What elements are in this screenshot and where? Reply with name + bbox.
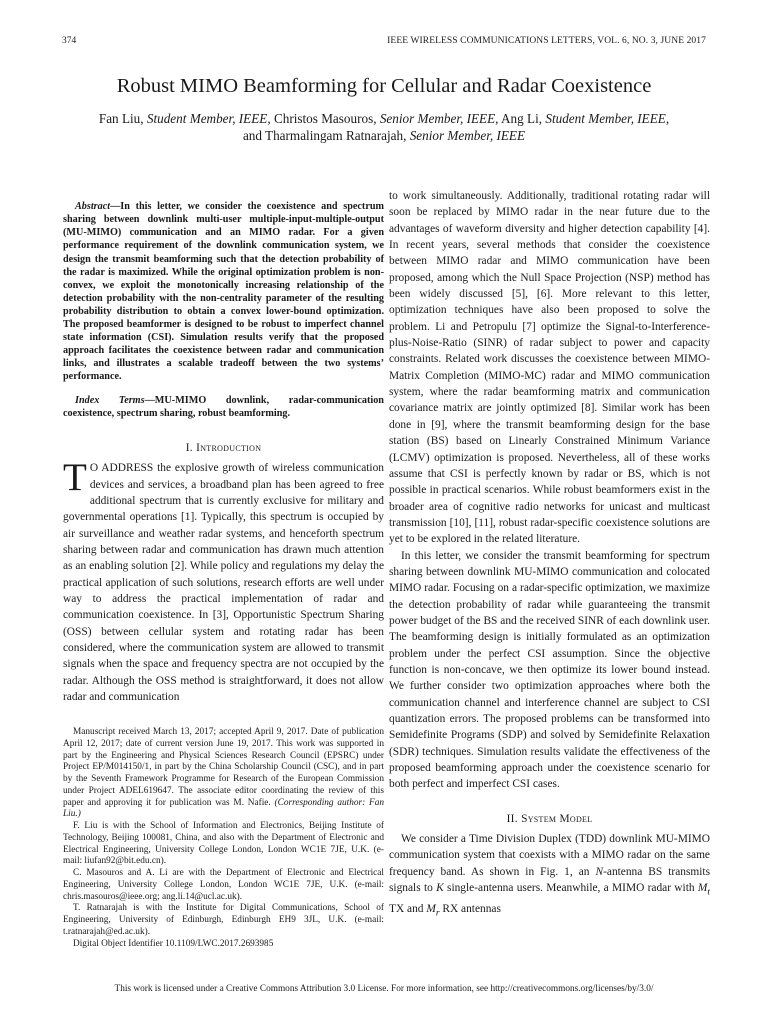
author-name: , Christos Masouros, — [267, 111, 380, 126]
paper-title: Robust MIMO Beamforming for Cellular and Radar Coexistence — [116, 75, 652, 97]
index-terms-text: —MU-MIMO downlink, radar-communication coexistence, spectrum sharing, robust beamforming. — [63, 394, 384, 419]
index-terms-lead: Index Terms — [75, 394, 145, 406]
section-heading-system-model — [389, 811, 710, 827]
index-terms — [63, 394, 384, 420]
symbol-Mt: M — [697, 882, 708, 895]
footnote-affiliation-ratnarajah: T. Ratnarajah is with the Institute for Digital Communications, School of Engineering, University of Edinburgh, Edinburgh EH9 3JL, U.K. (e-mail: t.ratnarajah@ed.ac.uk). — [63, 903, 384, 937]
intro-paragraph-2: In this letter, we consider the transmit beamforming for spectrum sharing between downlink MU-MIMO communication and colocated MIMO radar. Focusing on a radar-specific optimization, we maximize the detection probability of radar while guaranteeing the transmit power budget of the BS and the received SINR of each downlink user. The beamforming design is initially formulated as an optimization problem under the perfect CSI assumption. Since the objective function is non-concave, we then optimize its lower bound instead. We further consider two optimization approaches where both the communication channel and interference channel are subject to CSI quantization errors. The proposed problems can be transformed into Semidefinite Programs (SDP) and solved by Semidefinite Relaxation (SDR) techniques. Simulation results validate the effectiveness of the proposed beamforming approach under the coexistence scenario for both perfect and imperfect CSI cases. — [389, 549, 710, 791]
footnote-corresponding: (Corresponding author: Fan Liu.) — [63, 797, 384, 820]
drop-cap: T — [63, 456, 87, 500]
author-name: Fan Liu, — [98, 111, 147, 126]
footnote-text: Manuscript received March 13, 2017; accepted April 9, 2017. Date of publication April 12, 2017; date of current version June 19, 2017. This work was supported in part by the Engineering and Physical Sciences Research Council (EPSRC) under Project EP/M014150/1, in part by the China Scholarship Council (CSC), and in part by the Seventh Framework Programme for Research of the European Commission under Project ADEL619647. The associate editor coordinating the review of this paper and approving it for publication was M. Nafie. — [63, 727, 384, 808]
author-role: Student Member, IEEE — [146, 111, 268, 126]
abstract-lead: Abstract — [75, 201, 111, 213]
footnote-doi: Digital Object Identifier 10.1109/LWC.2017.2693985 — [73, 938, 274, 949]
left-column — [63, 190, 384, 705]
running-head: IEEE WIRELESS COMMUNICATIONS LETTERS, VOL. 6, NO. 3, JUNE 2017 — [387, 36, 706, 46]
text-run: RX antennas — [439, 902, 501, 915]
author-name: and Tharmalingam Ratnarajah, — [242, 128, 410, 143]
author-role: Senior Member, IEEE — [379, 111, 496, 126]
system-model-paragraph — [389, 831, 710, 921]
text-run: TX and — [389, 902, 427, 915]
abstract-text: —In this letter, we consider the coexistence and spectrum sharing between downlink multi-user multiple-input-multiple-output (MU-MIMO) communication and an MIMO radar. For a given performance requirement of the downlink communication system, we design the transmit beamforming such that the detection probability of the radar is maximized. While the original optimization problem is non-convex, we exploit the monotonically increasing relationship of the detection probability with the non-centrality parameter of the resulting probability distribution to obtain a convex lower-bound optimization. The proposed beamformer is designed to be robust to imperfect channel state information (CSI). Simulation results verify that the proposed approach facilitates the coexistence between radar and communication links, and illustrates a scalable tradeoff between the two systems’ performance. — [63, 201, 384, 383]
symbol-Mr: M — [426, 902, 436, 915]
intro-paragraph-continued: to work simultaneously. Additionally, traditional rotating radar will soon be replaced by MIMO radar in the near future due to the advantages of waveform diversity and higher detection capability [4]. In recent years, several methods that consider the coexistence between MIMO radar and MIMO communication have been proposed, among which the Null Space Projection (NSP) method has been widely discussed [5], [6]. More relevant to this letter, optimization techniques have also been proposed to solve the problem. Li and Petropulu [7] optimize the Signal-to-Interference-plus-Noise-Ratio (SINR) of radar subject to power and capacity constraints. Related work discusses the coexistence between MIMO-Matrix Completion (MIMO-MC) radar and MIMO communication system, where the radar beamforming matrix and communication covariance matrix are jointly optimized [8]. Similar work has been done in [9], where the transmit beamforming design for the base station (BS) based on Linearly Constrained Minimum Variance (LCMV) optimization is proposed. Nevertheless, all of these works assume that CSI is perfectly known by radar or BS, which is not possible in practical scenarios. While robust beamformers exist in the broader area of cognitive radio networks for unicast and multicast transmission [10], [11], robust radar-specific coexistence solutions are yet to be explored in the related literature. — [389, 190, 710, 546]
symbol-Mt-sub: t — [707, 887, 710, 898]
symbol-Mr-sub: r — [435, 908, 440, 918]
text-run: single-antenna users. Meanwhile, a MIMO radar with — [443, 882, 698, 895]
section-numeral: II. — [506, 812, 522, 825]
page-number: 374 — [62, 36, 77, 46]
footnotes — [63, 727, 384, 950]
section-name: Introduction — [196, 441, 262, 454]
symbol-K: K — [436, 882, 444, 895]
author-name: , Ang Li, — [495, 111, 546, 126]
section-name: System Model — [521, 812, 593, 825]
abstract — [63, 200, 384, 383]
text-run: We consider a Time Division Duplex (TDD) downlink MU-MIMO communication system that coexists with a MIMO radar on the same frequency band. As shown in Fig. 1, an — [389, 833, 710, 878]
footnote-manuscript — [63, 727, 384, 821]
author-separator: , — [665, 111, 670, 126]
section-numeral: I. — [185, 441, 197, 454]
author-role: Senior Member, IEEE — [409, 128, 526, 143]
footnote-affiliation-masouros-li: C. Masouros and A. Li are with the Department of Electronic and Electrical Engineering, University College London, London WC1E 7JE, U.K. (e-mail: chris.masouros@ieee.org; ang.li.14@ucl.ac.uk). — [63, 868, 384, 902]
text-run: -antenna BS transmits signals to — [389, 865, 710, 895]
intro-paragraph-text: O ADDRESS the explosive growth of wireless communication devices and services, a broadband plan has been agreed to free additional spectrum that is currently exclusive for military and governmental operations [1]. Typically, this spectrum is occupied by air surveillance and weather radar systems, and henceforth spectrum sharing between radar and communication has drawn much attention as an enabling solution [2]. While policy and regulations my delay the practical application of such solutions, research efforts are well under way to address the practical implementation of radar and communication coexistence. In [3], Opportunistic Spectrum Sharing (OSS) between cellular system and rotating radar has been considered, where the communication system are allowed to transmit signals when the space and frequency spectra are not occupied by the radar. Although the OSS method is straightforward, it does not allow radar and communication — [63, 462, 384, 704]
section-heading-introduction — [63, 440, 384, 456]
intro-paragraph — [63, 456, 384, 705]
right-column — [389, 188, 710, 921]
author-list — [62, 110, 706, 144]
author-role: Student Member, IEEE — [545, 111, 666, 126]
footnote-affiliation-liu: F. Liu is with the School of Information and Electronics, Beijing Institute of Technology, Beijing 100081, China, and also with the Department of Electronic and Electrical Engineering, University College London, London WC1E 7JE, U.K. (e-mail: liufan92@bit.edu.cn). — [63, 821, 384, 867]
license-notice: This work is licensed under a Creative Commons Attribution 3.0 License. For more information, see http://creativecommons.org/licenses/by/3.0/ — [114, 984, 654, 994]
symbol-N: N — [595, 865, 604, 878]
